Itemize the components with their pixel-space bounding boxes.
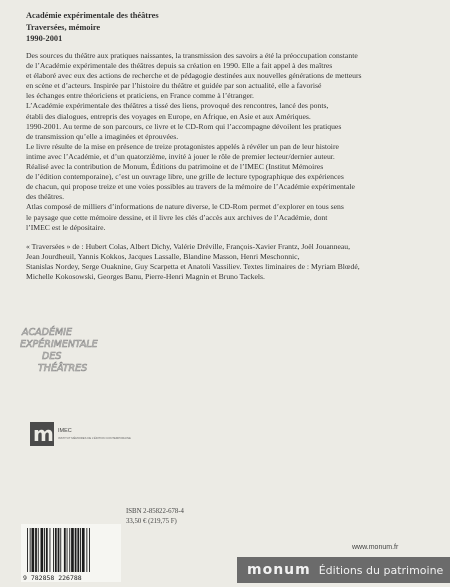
text-line: le paysage que cette mémoire dessine, et il livre les clés d’accès aux archives de l’Académie, dont (26, 212, 328, 222)
barcode-digits: 9 782858 226788 (23, 574, 82, 582)
monum-logo: monum (247, 562, 311, 578)
barcode-bar (67, 528, 68, 572)
text-line: de chacun, qui propose treize et une voies possibles au travers de la mémoire de l’Académie expérimentale (26, 182, 355, 192)
barcode-bar (35, 528, 37, 572)
price: 33,50 € (219,75 F) (126, 518, 177, 525)
text-line: Des sources du théâtre aux pratiques naissantes, la transmission des savoirs a été la préoccupation constante (26, 51, 358, 60)
editions-label: Éditions du patrimoine (318, 563, 444, 577)
text-line: en scène et d’acteurs. Inspirée par l’histoire du théâtre et guidée par son actualité, elle a favorisé (26, 81, 322, 91)
barcode-bar (27, 528, 28, 572)
barcode-bar (69, 528, 70, 572)
text-line: Stanislas Nordey, Serge Ouaknine, Guy Scarpetta et Anatoli Vassiliev. Textes liminaires de : Myriam Blœdé, (26, 261, 360, 271)
barcode-bar (80, 528, 81, 572)
barcode-bar (77, 528, 79, 572)
isbn-number: ISBN 2-85822-678-4 (126, 508, 184, 515)
text-line: des théâtres. (26, 192, 64, 202)
barcode-bar (64, 528, 66, 572)
header-title: Académie expérimentale des théâtres (26, 11, 159, 20)
website-url[interactable]: www.monum.fr (352, 544, 399, 551)
text-line: Le livre résulte de la mise en présence de treize protagonistes appelés à révéler un pan de leur histoire (26, 141, 339, 151)
barcode (21, 524, 121, 582)
barcode-bar (86, 528, 87, 572)
text-line: L’Académie expérimentale des théâtres a tissé des liens, provoqué des rencontres, lancé des ponts, (26, 101, 329, 111)
text-line: Réalisé avec la contribution de Monum, Éditions du patrimoine et de l’IMEC (Institut Mémoires (26, 162, 324, 172)
barcode-bar (30, 528, 31, 572)
text-line: 1990-2001. Au terme de son parcours, ce livre et le CD-Rom qui l’accompagne dévoilent les pratiques (26, 121, 342, 131)
imec-logo (30, 422, 140, 446)
back-cover-text (26, 51, 428, 282)
book-header (26, 10, 159, 45)
publisher-bar (237, 557, 450, 583)
barcode-bar (53, 528, 54, 572)
barcode-bar (55, 528, 57, 572)
barcode-bar (46, 528, 48, 572)
text-line: intime avec l’Académie, et d’un quatorzième, invité à jouer le rôle de premier lecteur/dernier auteur. (26, 151, 335, 161)
logo-line-1: ACADÉMIE (22, 327, 72, 338)
academie-logo (20, 322, 102, 382)
text-line: de l’Académie expérimentale des théâtres depuis sa création en 1990. Elle a fait appel à des maîtres (26, 61, 333, 71)
text-line: l’IMEC est le dépositaire. (26, 222, 106, 232)
isbn-price (126, 507, 184, 527)
barcode-bar (58, 528, 60, 572)
text-line: Jean Jourdheuil, Yannis Kokkos, Jacques Lassalle, Blandine Masson, Henri Meschonnic, (26, 251, 300, 261)
barcode-bar (41, 528, 44, 572)
imec-name: IMEC (58, 428, 72, 434)
barcode-bar (71, 528, 74, 572)
text-line: Michelle Kokosowski, Georges Banu, Pierre-Henri Magnin et Bruno Tackels. (26, 271, 265, 281)
text-line: « Traversées » de : Hubert Colas, Albert Dichy, Valérie Dréville, François-Xavier Frantz, Joël Jouanneau, (26, 241, 351, 251)
header-years: 1990-2001 (26, 34, 63, 43)
text-line: de l’édition contemporaine), c’est un ouvrage libre, une grille de lecture typographique des expériences (26, 172, 344, 182)
logo-line-3: DES (42, 351, 62, 362)
header-subtitle: Traversées, mémoire (26, 22, 101, 32)
barcode-bar (89, 528, 90, 572)
barcode-bar (32, 528, 35, 572)
text-line: Atlas composé de milliers d’informations de nature diverse, le CD-Rom permet d’explorer en tous sens (26, 202, 344, 212)
logo-line-4: THÉÂTRES (38, 363, 88, 374)
imec-subtitle: INSTITUT MÉMOIRES DE L’ÉDITION CONTEMPORAINE (58, 436, 131, 440)
text-line: les échanges entre théoriciens et praticiens, en France comme à l’étranger. (26, 91, 254, 101)
text-line: de transmission qu’elle a imaginées et éprouvées. (26, 131, 179, 141)
barcode-bar (82, 528, 85, 572)
barcode-bar (75, 528, 77, 572)
text-line: établi des dialogues, entrepris des voyages en Europe, en Afrique, en Asie et aux Amériques. (26, 111, 311, 121)
paragraph-contributors (26, 242, 428, 282)
barcode-bar (60, 528, 61, 572)
logo-line-2: EXPÉRIMENTALE (20, 339, 98, 350)
imec-mark-letter: m (33, 422, 54, 446)
barcode-bar (50, 528, 51, 572)
text-line: et élaboré avec eux des actions de recherche et de pédagogie destinées aux nouvelles générations de metteurs (26, 71, 362, 81)
barcode-bar (38, 528, 39, 572)
paragraph-description (26, 51, 428, 233)
barcode-bar (44, 528, 45, 572)
